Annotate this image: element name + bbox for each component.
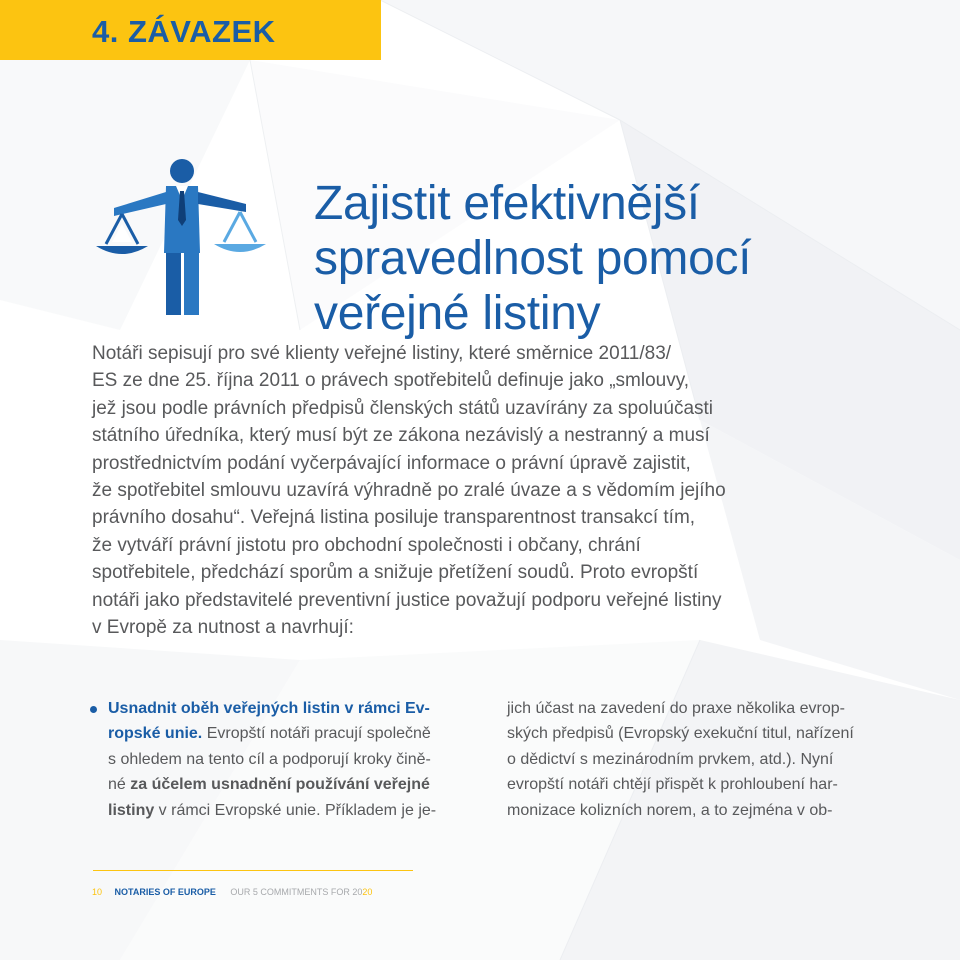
intro-paragraph xyxy=(92,340,872,641)
intro-line: ES ze dne 25. října 2011 o právech spotřebitelů definuje jako „smlouvy, xyxy=(92,370,690,392)
bullet-text: Evropští notáři pracují společně xyxy=(202,725,431,743)
chapter-title: 4. ZÁVAZEK xyxy=(92,14,276,49)
bullet-dot xyxy=(90,706,97,713)
bullet-line: s ohledem na tento cíl a podporují kroky čině- xyxy=(108,750,431,768)
right-column-line: evropští notáři chtějí přispět k prohloubení har- xyxy=(507,776,838,794)
footer-subtitle-highlight: 20 xyxy=(362,887,373,897)
bullet-item xyxy=(108,696,478,823)
intro-line: že vytváří právní jistotu pro obchodní společnosti i občany, chrání xyxy=(92,534,641,556)
bullet-heading: Usnadnit oběh veřejných listin v rámci Ev- xyxy=(108,700,430,717)
intro-line: že spotřebitel smlouvu uzavírá výhradně po zralé úvaze a s vědomím jejího xyxy=(92,480,726,502)
intro-line: státního úředníka, který musí být ze zákona nezávislý a nestranný a musí xyxy=(92,425,710,447)
intro-line: jež jsou podle právních předpisů členských států uzavírány za spoluúčasti xyxy=(92,397,714,419)
intro-line: právního dosahu“. Veřejná listina posiluje transparentnost transakcí tím, xyxy=(92,507,696,529)
intro-line: Notáři sepisují pro své klienty veřejné listiny, které směrnice 2011/83/ xyxy=(92,343,672,364)
right-column-line: monizace kolizních norem, a to zejména v ob- xyxy=(507,801,833,819)
page-number: 10 xyxy=(92,887,103,897)
footer-divider xyxy=(93,870,413,871)
right-column-line: o dědictví s mezinárodním prvkem, atd.). Nyní xyxy=(507,750,834,768)
headline xyxy=(314,176,934,341)
bullet-line xyxy=(108,772,478,797)
bullet-line xyxy=(108,798,478,823)
intro-line: v Evropě za nutnost a navrhují: xyxy=(92,617,354,639)
scales-of-justice-person-icon xyxy=(96,158,276,323)
headline-line: Zajistit efektivnější xyxy=(314,177,700,230)
bullet-line xyxy=(108,721,478,746)
right-column-line: ských předpisů (Evropský exekuční titul, nařízení xyxy=(507,725,854,743)
headline-line: spravedlnost pomocí xyxy=(314,232,752,285)
footer-subtitle: OUR 5 COMMITMENTS FOR 20 xyxy=(230,887,363,897)
headline-line: veřejné listiny xyxy=(314,287,601,340)
intro-line: prostřednictvím podání vyčerpávající informace o právní úpravě zajistit, xyxy=(92,452,691,474)
bullet-heading-end: ropské unie. xyxy=(108,725,203,743)
right-column-text xyxy=(507,696,877,823)
intro-line: spotřebitele, předchází sporům a snižuje přetížení soudů. Proto evropští xyxy=(92,562,699,584)
bullet-emphasis: listiny xyxy=(108,801,155,819)
chapter-header-tab xyxy=(0,0,381,60)
page-footer xyxy=(92,886,372,898)
intro-line: notáři jako představitelé preventivní justice považují podporu veřejné listiny xyxy=(92,589,722,611)
bullet-text: v rámci Evropské unie. Příkladem je je- xyxy=(154,801,437,819)
bullet-text: né xyxy=(108,776,131,794)
right-column-line: jich účast na zavedení do praxe několika evrop- xyxy=(507,700,845,717)
bullet-emphasis: za účelem usnadnění používání veřejné xyxy=(130,776,430,794)
footer-org-name: NOTARIES OF EUROPE xyxy=(114,887,216,897)
